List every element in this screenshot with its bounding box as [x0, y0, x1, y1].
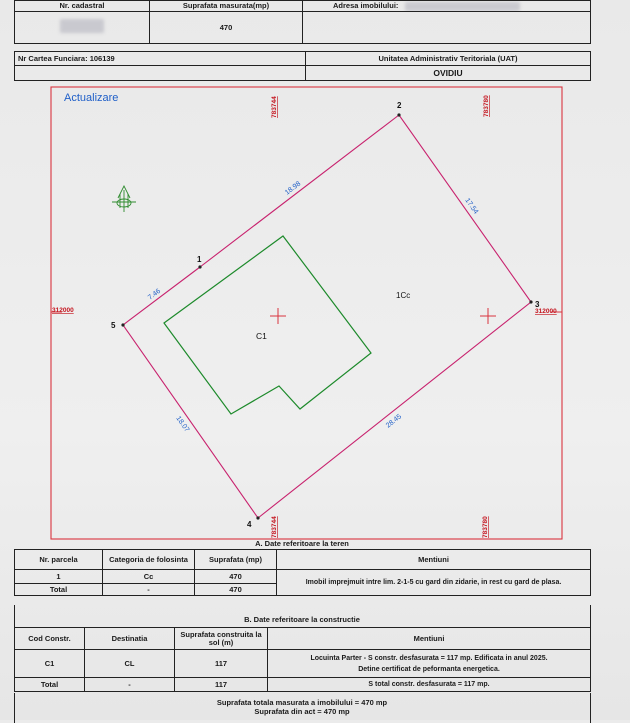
constr-total-area: 117	[175, 678, 268, 692]
point-label-3: 3	[535, 300, 540, 309]
constr-header-code: Cod Constr.	[15, 628, 85, 650]
total-deed-area: Suprafata din act = 470 mp	[254, 707, 350, 716]
totals-block	[14, 698, 590, 716]
land-book-number: Nr Cartea Funciara: 106139	[15, 52, 306, 66]
coord-label-top-left: 783744	[271, 96, 278, 118]
coord-label-left: 312000	[52, 307, 74, 314]
constr-total-label: Total	[15, 678, 85, 692]
constr-row-destination: CL	[85, 650, 175, 678]
land-row-category: Cc	[103, 570, 195, 584]
constr-header-area: Suprafata construita la sol (m)	[175, 628, 268, 650]
constr-row-notes	[268, 650, 591, 678]
point-label-5: 5	[111, 321, 116, 330]
land-table	[14, 549, 591, 596]
land-total-area: 470	[195, 584, 277, 596]
section-b-title: B. Date referitoare la constructie	[244, 615, 360, 624]
land-header-area: Suprafata (mp)	[195, 550, 277, 570]
parcel-boundary	[123, 115, 531, 518]
constr-note-line-2: Detine certificat de peformanta energetica.	[358, 665, 500, 673]
land-total-category: -	[103, 584, 195, 596]
constr-header-notes: Mentiuni	[268, 628, 591, 650]
constr-note-line-1: Locuinta Parter - S constr. desfasurata = 117 mp. Edificata in anul 2025.	[310, 654, 548, 662]
area-label: Suprafata masurata(mp)	[150, 1, 303, 12]
land-header-category: Categoria de folosinta	[103, 550, 195, 570]
land-header-nr: Nr. parcela	[15, 550, 103, 570]
address-label: Adresa imobilului:	[303, 1, 591, 12]
distance-1-2: 18.98	[283, 180, 303, 197]
uat-label: Unitatea Administrativ Teritoriala (UAT)	[306, 52, 591, 66]
coord-label-bottom-left: 783744	[271, 516, 278, 538]
centroid-marks	[270, 308, 496, 324]
building-label: C1	[256, 331, 267, 341]
constr-total-notes: S total constr. desfasurata = 117 mp.	[268, 678, 591, 692]
total-measured-area: Suprafata totala masurata a imobilului = 470 mp	[216, 698, 388, 707]
land-row-area: 470	[195, 570, 277, 584]
vertex-markers	[121, 113, 532, 519]
uat-value: OVIDIU	[306, 66, 591, 81]
point-label-2: 2	[397, 101, 402, 110]
section-a-title: A. Date referitoare la teren	[255, 539, 349, 548]
point-label-1: 1	[197, 255, 202, 264]
land-row-nr: 1	[15, 570, 103, 584]
area-value: 470	[150, 11, 303, 43]
coord-label-top-right: 783780	[483, 95, 490, 117]
distance-2-3: 17.54	[463, 197, 480, 216]
land-row-notes: Imobil imprejmuit intre lim. 2-1-5 cu gard din zidarie, in rest cu gard de plasa.	[277, 570, 591, 596]
land-total-label: Total	[15, 584, 103, 596]
coord-label-bottom-right: 783780	[482, 516, 489, 538]
parcel-label: 1Cc	[396, 291, 411, 300]
plan-frame	[51, 87, 562, 539]
coord-label-right: 312000	[535, 308, 557, 315]
distance-4-5: 18.07	[174, 415, 191, 434]
constr-header-destination: Destinatia	[85, 628, 175, 650]
construction-table	[14, 627, 591, 692]
constr-total-destination: -	[85, 678, 175, 692]
distance-3-4: 28.45	[384, 413, 404, 430]
constr-row-area: 117	[175, 650, 268, 678]
cadastral-label: Nr. cadastral	[15, 1, 150, 12]
point-label-4: 4	[247, 520, 252, 529]
land-header-notes: Mentiuni	[277, 550, 591, 570]
building-outline	[164, 236, 371, 414]
distance-5-1: 7.46	[146, 287, 163, 302]
north-arrow-icon	[112, 186, 136, 212]
constr-row-code: C1	[15, 650, 85, 678]
status-label: Actualizare	[64, 92, 119, 104]
